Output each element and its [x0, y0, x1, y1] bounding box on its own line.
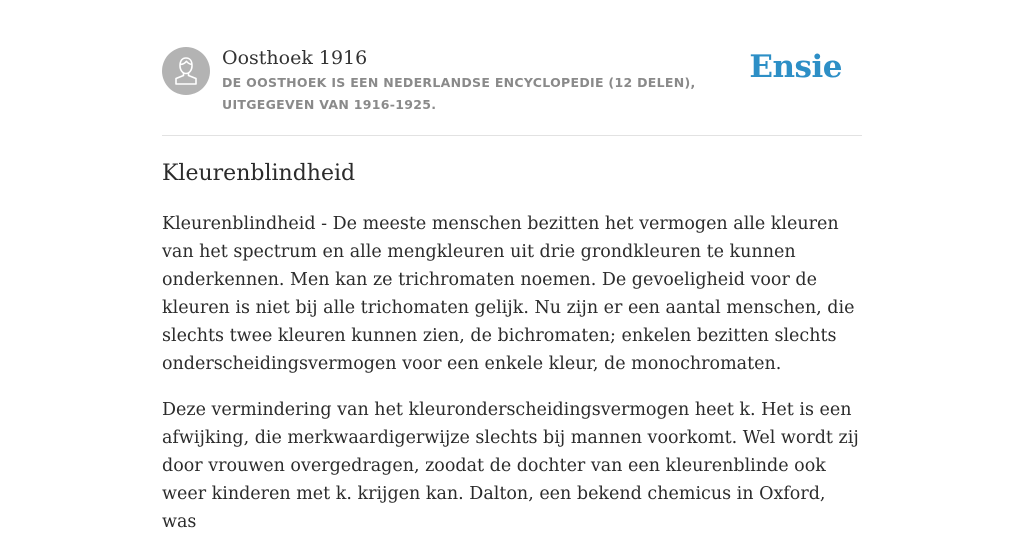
article-title: Kleurenblindheid — [162, 161, 356, 186]
source-name-link[interactable]: Oosthoek 1916 — [222, 47, 368, 69]
avatar — [162, 47, 210, 95]
source-description: DE OOSTHOEK IS EEN NEDERLANDSE ENCYCLOPEDIE (12 DELEN), UITGEGEVEN VAN 1916-1925. — [222, 75, 696, 112]
source-header — [162, 45, 862, 115]
ensie-logo-link[interactable]: Ensie — [749, 49, 842, 85]
source-info — [222, 45, 762, 116]
article-paragraph-2: Deze vermindering van het kleuronderscheidingsvermogen heet k. Het is een afwijking, die merkwaardigerwijze slechts bij mannen voorkomt. Wel wordt zij door vrouwen overgedragen, zoodat de dochter van een kleurenblinde ook weer kinderen met k. krijgen kan. Dalton, een bekend chemicus in Oxford, was — [162, 400, 859, 532]
article-paragraph-1: Kleurenblindheid - De meeste menschen bezitten het vermogen alle kleuren van het spectrum en alle mengkleuren uit drie grondkleuren te kunnen onderkennen. Men kan ze trichromaten noemen. De gevoeligheid voor de kleuren is niet bij alle trichomaten gelijk. Nu zijn er een aantal menschen, die slechts twee kleuren kunnen zien, de bichromaten; enkelen bezitten slechts onderscheidingsvermogen voor een enkele kleur, de monochromaten. — [162, 214, 855, 374]
user-icon — [162, 47, 210, 95]
header-divider — [162, 135, 862, 136]
article — [162, 158, 862, 554]
